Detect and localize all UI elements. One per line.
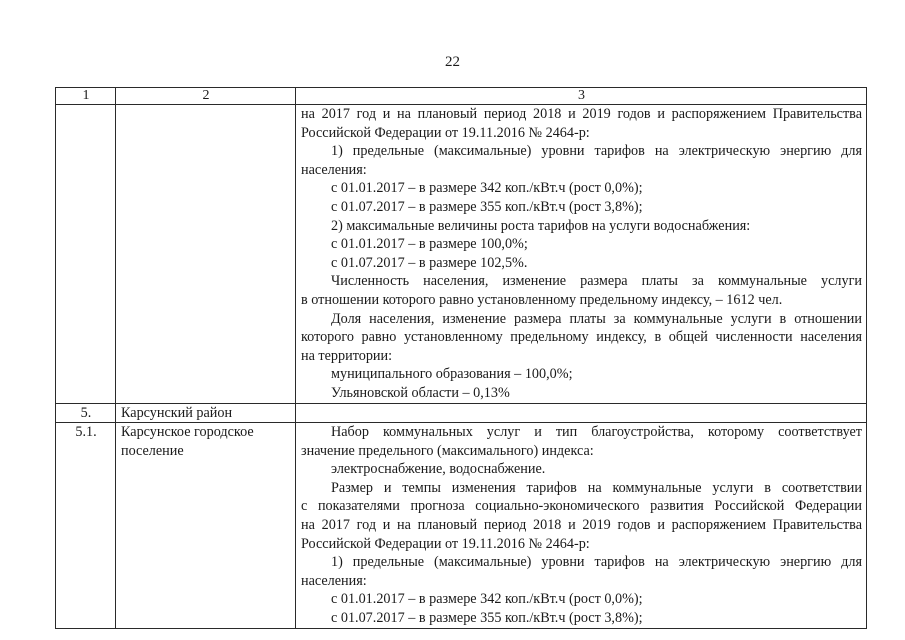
header-col-3: 3 [296,88,867,105]
header-col-1: 1 [56,88,116,105]
text-line: с 01.07.2017 – в размере 102,5%. [331,254,528,271]
text-line: электроснабжение, водоснабжение. [331,461,546,478]
text-line: Ульяновской области – 0,13% [331,384,510,401]
text-line: с 01.01.2017 – в размере 100,0%; [331,236,528,253]
text-line: Размер и темпы изменения тарифов на коммунальные услуги в соответствии [331,479,862,496]
text-line: Российской Федерации от 19.11.2016 № 2464-р: [301,535,590,552]
continuation-text-cell [296,105,867,404]
table-row-continuation [56,105,867,404]
text-line: населения: [301,572,367,589]
table-row-district [56,403,867,423]
settlement-number: 5.1. [56,423,116,629]
district-name: Карсунский район [116,403,296,423]
text-line: 2) максимальные величины роста тарифов на услуги водоснабжения: [331,217,751,234]
text-line: с 01.01.2017 – в размере 342 коп./кВт.ч (рост 0,0%); [331,591,643,608]
text-line: Российской Федерации от 19.11.2016 № 2464-р: [301,124,590,141]
text-line: Численность населения, изменение размера платы за коммунальные услуги [331,273,862,290]
table-row-settlement [56,423,867,629]
text-line: населения: [301,161,367,178]
text-line: на территории: [301,347,393,364]
table-header-row [56,88,867,105]
text-line: с 01.07.2017 – в размере 355 коп./кВт.ч (рост 3,8%); [331,198,643,215]
text-line: с 01.07.2017 – в размере 355 коп./кВт.ч (рост 3,8%); [331,610,643,627]
text-line: на 2017 год и на плановый период 2018 и 2019 годов и распоряжением Правительства [301,517,862,534]
text-line: Набор коммунальных услуг и тип благоустройства, которому соответствует [331,424,862,441]
header-col-2: 2 [116,88,296,105]
text-line: с показателями прогноза социально-экономического развития Российской Федерации [301,498,862,515]
district-text-cell [296,403,867,423]
continuation-num-cell [56,105,116,404]
settlement-text-cell [296,423,867,629]
continuation-name-cell [116,105,296,404]
text-line: 1) предельные (максимальные) уровни тарифов на электрическую энергию для [331,143,862,160]
settlement-name: Карсунское городское поселение [116,423,296,629]
text-line: с 01.01.2017 – в размере 342 коп./кВт.ч (рост 0,0%); [331,180,643,197]
text-line: которого равно установленному предельному индексу, в общей численности населения [301,329,862,346]
text-line: 1) предельные (максимальные) уровни тарифов на электрическую энергию для [331,554,862,571]
tariff-table [55,87,867,629]
text-line: Доля населения, изменение размера платы за коммунальные услуги в отношении [331,310,862,327]
text-line: муниципального образования – 100,0%; [331,366,573,383]
page-number: 22 [445,54,460,70]
district-number: 5. [56,403,116,423]
text-line: на 2017 год и на плановый период 2018 и 2019 годов и распоряжением Правительства [301,106,862,122]
text-line: значение предельного (максимального) индекса: [301,442,594,459]
text-line: в отношении которого равно установленному предельному индексу, – 1612 чел. [301,291,783,308]
